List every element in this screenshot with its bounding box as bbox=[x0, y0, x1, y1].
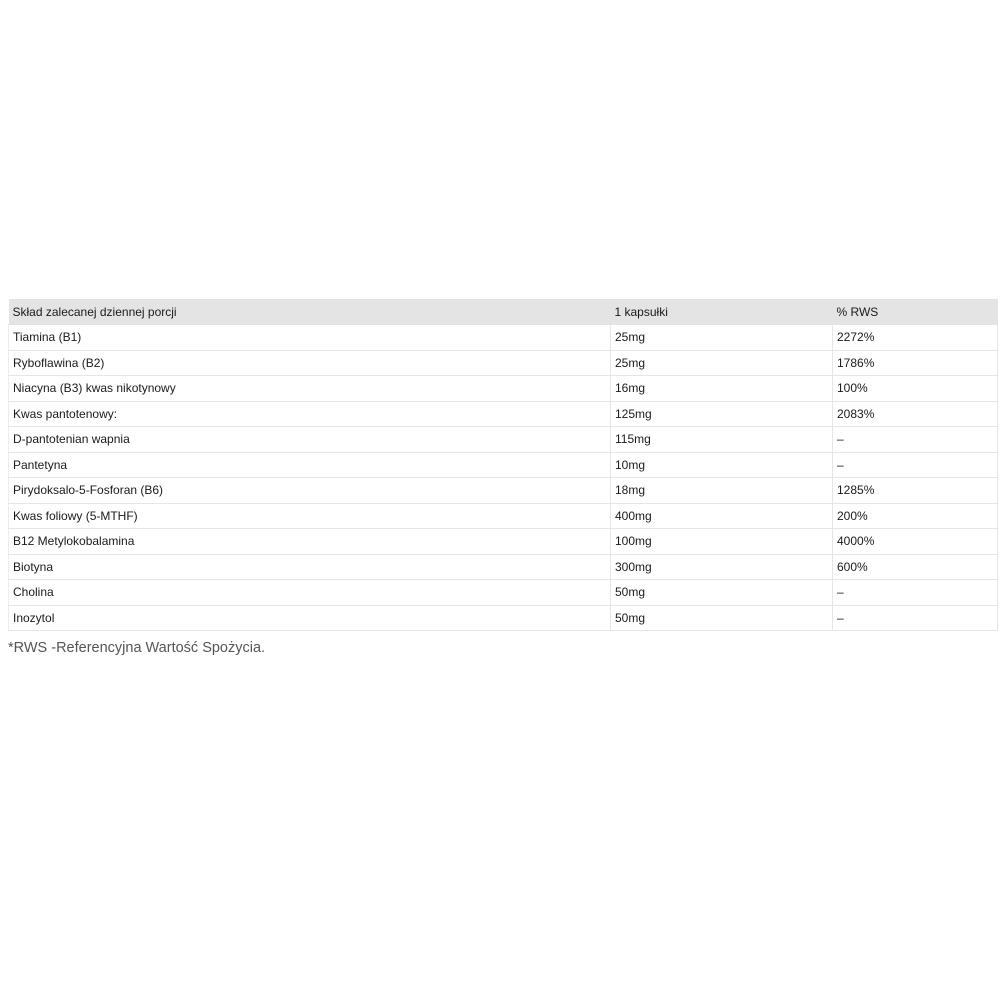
table-row bbox=[9, 503, 998, 529]
header-ingredient: Skład zalecanej dziennej porcji bbox=[9, 299, 611, 325]
rws-cell: 2272% bbox=[833, 325, 998, 351]
ingredient-cell: Pirydoksalo-5-Fosforan (B6) bbox=[9, 478, 611, 504]
header-per-capsule: 1 kapsułki bbox=[611, 299, 833, 325]
rws-cell: 200% bbox=[833, 503, 998, 529]
table-row bbox=[9, 325, 998, 351]
rws-cell: 2083% bbox=[833, 401, 998, 427]
amount-cell: 115mg bbox=[611, 427, 833, 453]
ingredient-cell: D-pantotenian wapnia bbox=[9, 427, 611, 453]
rws-cell: 1285% bbox=[833, 478, 998, 504]
ingredient-cell: Inozytol bbox=[9, 605, 611, 631]
table-row bbox=[9, 478, 998, 504]
ingredient-cell: Kwas foliowy (5-MTHF) bbox=[9, 503, 611, 529]
table-row bbox=[9, 452, 998, 478]
ingredient-cell: B12 Metylokobalamina bbox=[9, 529, 611, 555]
rws-cell: – bbox=[833, 427, 998, 453]
table-row bbox=[9, 350, 998, 376]
table-row bbox=[9, 605, 998, 631]
amount-cell: 25mg bbox=[611, 350, 833, 376]
table-row bbox=[9, 529, 998, 555]
table-row bbox=[9, 427, 998, 453]
amount-cell: 25mg bbox=[611, 325, 833, 351]
amount-cell: 125mg bbox=[611, 401, 833, 427]
amount-cell: 400mg bbox=[611, 503, 833, 529]
rws-cell: – bbox=[833, 452, 998, 478]
amount-cell: 50mg bbox=[611, 580, 833, 606]
table-row bbox=[9, 401, 998, 427]
ingredient-cell: Tiamina (B1) bbox=[9, 325, 611, 351]
header-rws: % RWS bbox=[833, 299, 998, 325]
ingredient-cell: Niacyna (B3) kwas nikotynowy bbox=[9, 376, 611, 402]
table-row bbox=[9, 580, 998, 606]
ingredient-cell: Pantetyna bbox=[9, 452, 611, 478]
amount-cell: 10mg bbox=[611, 452, 833, 478]
rws-cell: 4000% bbox=[833, 529, 998, 555]
rws-cell: 100% bbox=[833, 376, 998, 402]
ingredient-cell: Cholina bbox=[9, 580, 611, 606]
nutrition-table-container bbox=[8, 299, 997, 631]
rws-cell: – bbox=[833, 580, 998, 606]
rws-cell: 600% bbox=[833, 554, 998, 580]
table-header-row bbox=[9, 299, 998, 325]
table-row bbox=[9, 376, 998, 402]
ingredient-cell: Kwas pantotenowy: bbox=[9, 401, 611, 427]
amount-cell: 16mg bbox=[611, 376, 833, 402]
amount-cell: 100mg bbox=[611, 529, 833, 555]
rws-footnote: *RWS -Referencyjna Wartość Spożycia. bbox=[8, 640, 266, 656]
nutrition-table bbox=[8, 299, 998, 631]
ingredient-cell: Biotyna bbox=[9, 554, 611, 580]
ingredient-cell: Ryboflawina (B2) bbox=[9, 350, 611, 376]
rws-cell: 1786% bbox=[833, 350, 998, 376]
table-row bbox=[9, 554, 998, 580]
amount-cell: 300mg bbox=[611, 554, 833, 580]
amount-cell: 50mg bbox=[611, 605, 833, 631]
amount-cell: 18mg bbox=[611, 478, 833, 504]
rws-cell: – bbox=[833, 605, 998, 631]
